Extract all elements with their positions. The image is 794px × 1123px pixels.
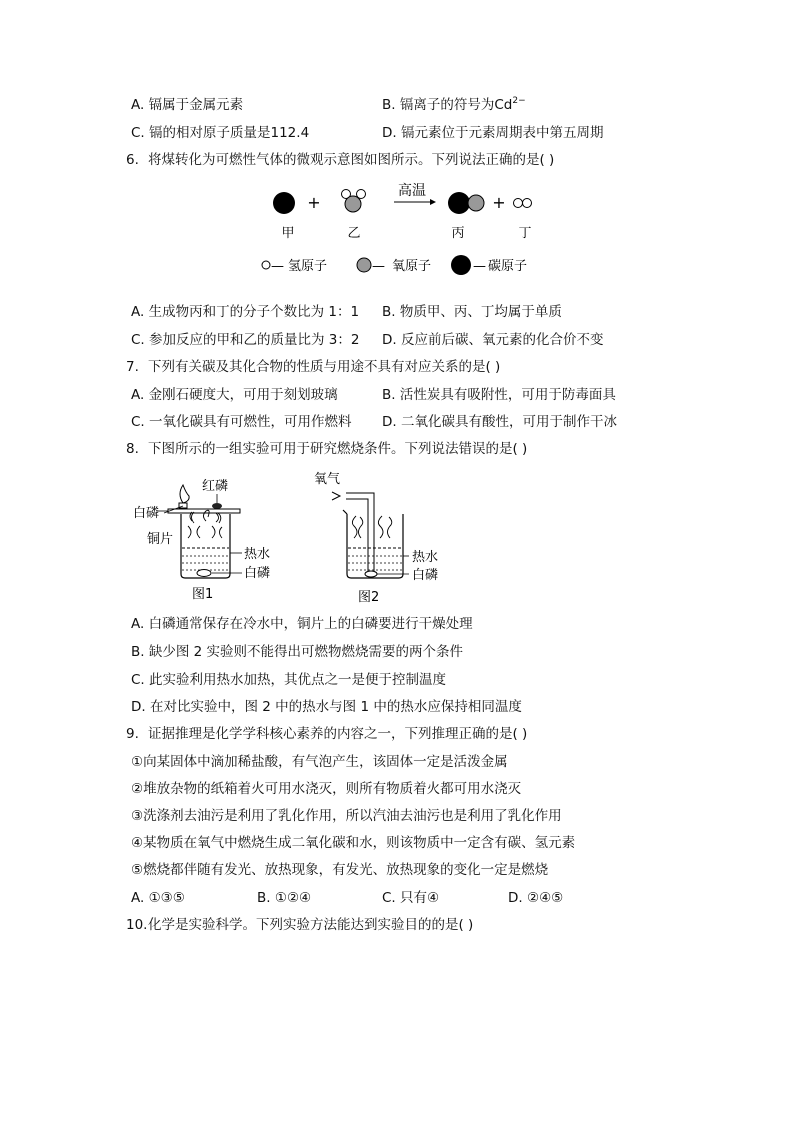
- oxygen-arrow-icon: [332, 492, 340, 500]
- carbon-atom-icon: [448, 192, 470, 214]
- steam-icon: [359, 517, 363, 538]
- q6-option-a: A. 生成物丙和丁的分子个数比为 1：1: [131, 304, 360, 320]
- q9-option-c: C. 只有④: [382, 890, 440, 906]
- label-yi: 乙: [347, 226, 361, 241]
- carbon-atom-icon: [273, 192, 295, 214]
- label-copper-sheet: 铜片: [147, 532, 174, 547]
- q7-option-d: D. 二氧化碳具有酸性，可用于制作干冰: [382, 414, 617, 430]
- q7-option-a: A. 金刚石硬度大，可用于刻划玻璃: [131, 387, 338, 403]
- hydrogen-atom-icon: [523, 199, 532, 208]
- legend-oxygen-label: 氧原子: [392, 259, 432, 274]
- q9-option-d: D. ②④⑤: [508, 890, 564, 906]
- q8-option-b: B. 缺少图 2 实验则不能得出可燃物燃烧需要的两个条件: [131, 644, 464, 660]
- label-white-phosphorus-2: 白磷: [412, 568, 439, 583]
- question-number: 10.: [126, 917, 148, 933]
- caption-figure-2: 图2: [358, 590, 380, 605]
- oxygen-tube: [346, 493, 374, 572]
- oxygen-atom-icon: [345, 196, 361, 212]
- legend-dash: —: [473, 259, 486, 274]
- plus-sign: +: [492, 193, 506, 212]
- q7-stem: [126, 358, 500, 376]
- label-bing: 丙: [451, 226, 465, 241]
- label-hot-water-2: 热水: [412, 550, 439, 565]
- legend-dash: —: [372, 259, 385, 274]
- q9-option-a: A. ①③⑤: [131, 890, 185, 906]
- reaction-condition: 高温: [398, 183, 426, 199]
- label-white-phosphorus-top: 白磷: [133, 506, 160, 521]
- oxygen-atom-icon: [468, 195, 484, 211]
- legend-hydrogen-label: 氢原子: [288, 259, 328, 274]
- legend-carbon-label: 碳原子: [488, 259, 528, 274]
- steam-icon: [388, 517, 392, 538]
- beaker-1: [181, 514, 230, 578]
- q9-statement-1: ①向某固体中滴加稀盐酸，有气泡产生，该固体一定是活泼金属: [131, 754, 508, 770]
- label-ding: 丁: [518, 226, 532, 241]
- charge-superscript: 2−: [512, 96, 526, 106]
- q6-option-d: D. 反应前后碳、氧元素的化合价不变: [382, 332, 604, 348]
- question-text: 下列有关碳及其化合物的性质与用途不具有对应关系的是( ): [148, 359, 501, 375]
- q9-statement-4: ④某物质在氧气中燃烧生成二氧化碳和水，则该物质中一定含有碳、氢元素: [131, 835, 576, 851]
- q5-option-a: A. 镉属于金属元素: [131, 97, 244, 113]
- steam-icon: [216, 513, 221, 523]
- label-jia: 甲: [281, 226, 295, 241]
- q5-option-b: [382, 96, 526, 114]
- q5-option-d: D. 镉元素位于元素周期表中第五周期: [382, 125, 604, 141]
- label-white-phosphorus-bottom: 白磷: [244, 566, 271, 581]
- q6-option-b: B. 物质甲、丙、丁均属于单质: [382, 304, 562, 320]
- legend-hydrogen-icon: [262, 261, 270, 269]
- label-hot-water-1: 热水: [244, 547, 271, 562]
- q6-option-c: C. 参加反应的甲和乙的质量比为 3：2: [131, 332, 360, 348]
- steam-icon: [190, 512, 194, 523]
- white-phosphorus-underwater: [197, 570, 211, 577]
- q6-stem: [126, 151, 554, 169]
- question-text: 下图所示的一组实验可用于研究燃烧条件。下列说法错误的是( ): [148, 441, 528, 457]
- q8-stem: [126, 440, 527, 458]
- flame-icon: [180, 485, 189, 503]
- q8-option-d: D. 在对比实验中，图 2 中的热水与图 1 中的热水应保持相同温度: [131, 699, 522, 715]
- reaction-micro-diagram: [250, 175, 550, 285]
- q5-option-c: C. 镉的相对原子质量是112.4: [131, 125, 310, 141]
- question-text: 将煤转化为可燃性气体的微观示意图如图所示。下列说法正确的是( ): [148, 152, 555, 168]
- legend-oxygen-icon: [357, 258, 371, 272]
- label-red-phosphorus: 红磷: [202, 479, 229, 494]
- question-number: 6.: [126, 152, 139, 168]
- caption-figure-1: 图1: [192, 587, 214, 602]
- q10-stem: [126, 916, 473, 934]
- figure-2: [314, 472, 438, 605]
- q8-option-a: A. 白磷通常保存在冷水中，铜片上的白磷要进行干燥处理: [131, 616, 473, 632]
- q9-statement-3: ③洗涤剂去油污是利用了乳化作用，所以汽油去油污也是利用了乳化作用: [131, 808, 562, 824]
- q8-option-c: C. 此实验利用热水加热，其优点之一是便于控制温度: [131, 672, 447, 688]
- steam-icon: [188, 526, 222, 538]
- q9-statement-2: ②堆放杂物的纸箱着火可用水浇灭，则所有物质着火都可用水浇灭: [131, 781, 522, 797]
- question-number: 7.: [126, 359, 139, 375]
- red-phosphorus: [212, 503, 222, 509]
- copper-sheet: [168, 509, 240, 513]
- white-phosphorus-underwater: [365, 571, 377, 577]
- figure-1: [133, 478, 270, 602]
- steam-icon: [378, 516, 383, 538]
- q9-option-b: B. ①②④: [257, 890, 312, 906]
- plus-sign: +: [307, 193, 321, 212]
- reaction-arrow-icon: [430, 199, 436, 205]
- question-number: 8.: [126, 441, 139, 457]
- q9-statement-5: ⑤燃烧都伴随有发光、放热现象，有发光、放热现象的变化一定是燃烧: [131, 862, 549, 878]
- legend-carbon-icon: [451, 255, 471, 275]
- question-text: 化学是实验科学。下列实验方法能达到实验目的的是( ): [148, 917, 474, 933]
- steam-icon: [352, 516, 357, 538]
- hydrogen-atom-icon: [514, 199, 523, 208]
- q7-option-b: B. 活性炭具有吸附性，可用于防毒面具: [382, 387, 616, 403]
- beaker-2: [343, 510, 403, 578]
- q7-option-c: C. 一氧化碳具有可燃性，可用作燃料: [131, 414, 352, 430]
- question-number: 9.: [126, 726, 139, 742]
- q5-option-b-text: B. 镉离子的符号为Cd: [382, 97, 513, 113]
- legend-dash: —: [271, 259, 284, 274]
- combustion-experiment-figure: [128, 466, 458, 608]
- q9-stem: [126, 725, 527, 743]
- question-text: 证据推理是化学学科核心素养的内容之一，下列推理正确的是( ): [148, 726, 528, 742]
- label-oxygen: 氧气: [314, 472, 341, 487]
